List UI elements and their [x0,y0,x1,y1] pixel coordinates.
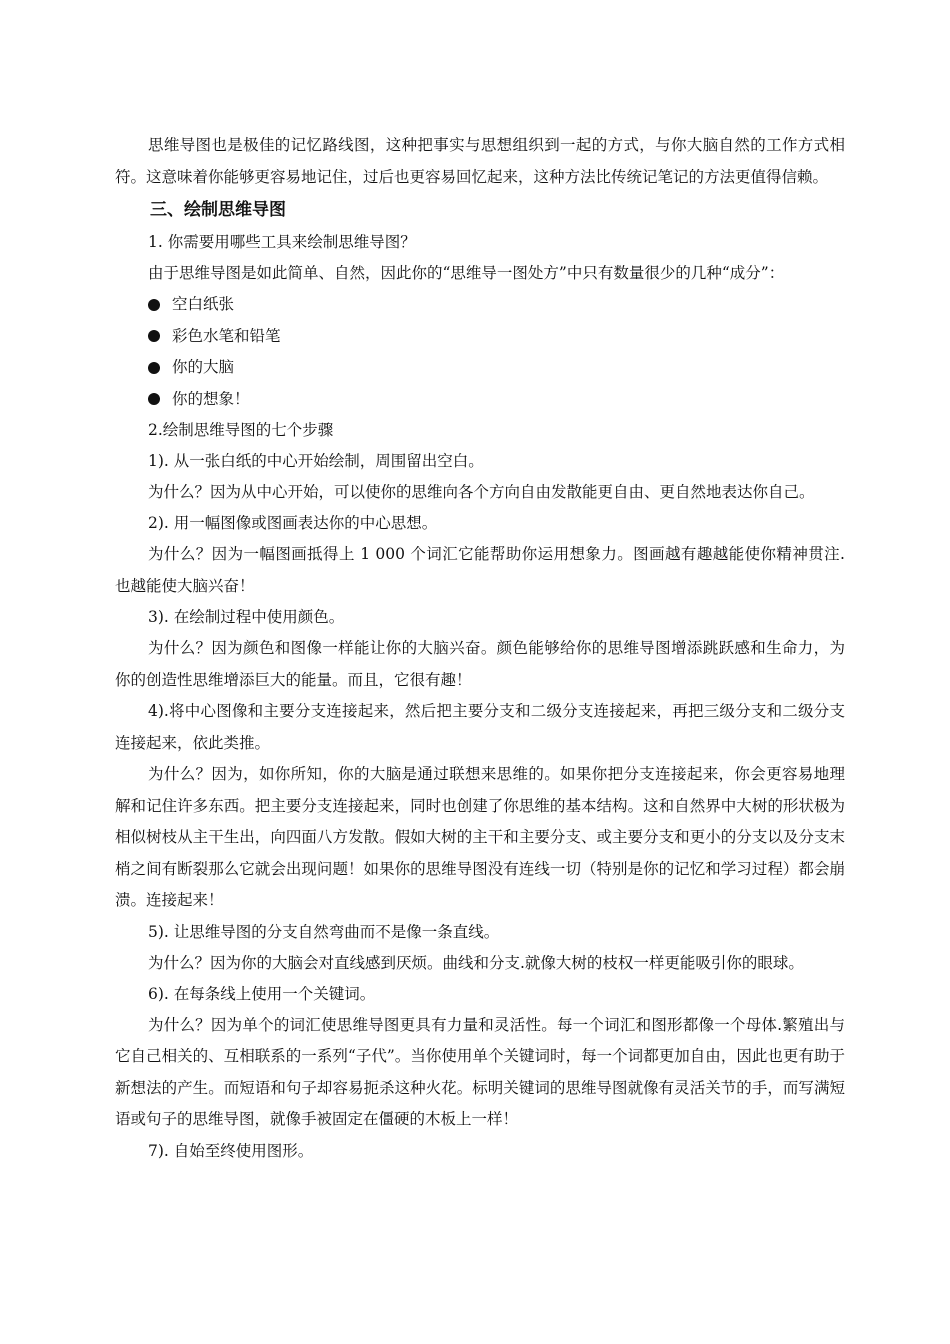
tool-list-item [115,352,845,384]
step-3: 3). 在绘制过程中使用颜色。 [148,608,345,626]
tool-label: 彩色水笔和铅笔 [172,326,281,345]
page-content [115,130,845,1167]
step-6-why: 为什么？因为单个的词汇使思维导图更具有力量和灵活性。每一个词汇和图形都像一个母体.繁殖出与它自己相关的、互相联系的一系列“子代”。当你使用单个关键词时，每一个词都更加自由，因此也更有助于新想法的产生。而短语和句子却容易扼杀这种火花。标明关键词的思维导图就像有灵活关节的手，而写满短语或句子的思维导图，就像手被固定在僵硬的木板上一样！ [115,1015,845,1128]
bullet-icon [148,393,160,405]
section-heading: 三、绘制思维导图 [150,200,286,220]
bullet-icon [148,299,160,311]
tool-label: 空白纸张 [172,295,235,313]
step-5: 5). 让思维导图的分支自然弯曲而不是像一条直线。 [148,922,500,941]
intro-paragraph: 思维导图也是极佳的记忆路线图，这种把事实与思想组织到一起的方式，与你大脑自然的工作方式相符。这意味着你能够更容易地记住，过后也更容易回忆起来，这种方法比传统记笔记的方法更值得信赖。 [115,136,845,186]
tool-list-item [115,289,845,321]
bullet-icon [148,330,160,342]
steps-title: 2.绘制思维导图的七个步骤 [148,421,334,439]
tool-list-item [115,321,845,353]
step-5-why: 为什么？因为你的大脑会对直线感到厌烦。曲线和分支.就像大树的枝权一样更能吸引你的眼球。 [148,953,804,972]
tool-list-item [115,384,845,416]
step-7: 7). 自始至终使用图形。 [148,1141,314,1160]
step-2-why: 为什么？因为一幅图画抵得上 1 000 个词汇它能帮助你运用想象力。图画越有趣越能使你精神贯注. 也越能使大脑兴奋！ [115,545,845,595]
step-4: 4).将中心图像和主要分支连接起来，然后把主要分支和二级分支连接起来，再把三级分支和二级分支连接起来，依此类推。 [115,702,845,752]
step-4-why: 为什么？因为，如你所知，你的大脑是通过联想来思维的。如果你把分支连接起来，你会更容易地理解和记住许多东西。把主要分支连接起来，同时也创建了你思维的基本结构。这和自然界中大树的形状极为相似树枝从主干生出，向四面八方发散。假如大树的主干和主要分支、或主要分支和更小的分支以及分支末梢之间有断裂那么它就会出现问题！如果你的思维导图没有连线一切（特别是你的记忆和学习过程）都会崩溃。连接起来！ [115,765,845,909]
tool-label: 你的想象！ [172,389,250,408]
question-tools: 1. 你需要用哪些工具来绘制思维导图？ [148,233,416,251]
tools-intro: 由于思维导图是如此简单、自然，因此你的“思维导一图处方”中只有数量很少的几种“成分”： [148,264,785,282]
step-2: 2). 用一幅图像或图画表达你的中心思想。 [148,514,438,532]
step-1: 1). 从一张白纸的中心开始绘制，周围留出空白。 [148,452,484,470]
tool-label: 你的大脑 [172,358,235,376]
step-6: 6). 在每条线上使用一个关键词。 [148,984,376,1003]
step-3-why: 为什么？因为颜色和图像一样能让你的大脑兴奋。颜色能够给你的思维导图增添跳跃感和生命力，为你的创造性思维增添巨大的能量。而且，它很有趣！ [115,639,845,689]
step-1-why: 为什么？因为从中心开始，可以使你的思维向各个方向自由发散能更自由、更自然地表达你自己。 [148,483,815,501]
bullet-icon [148,362,160,374]
